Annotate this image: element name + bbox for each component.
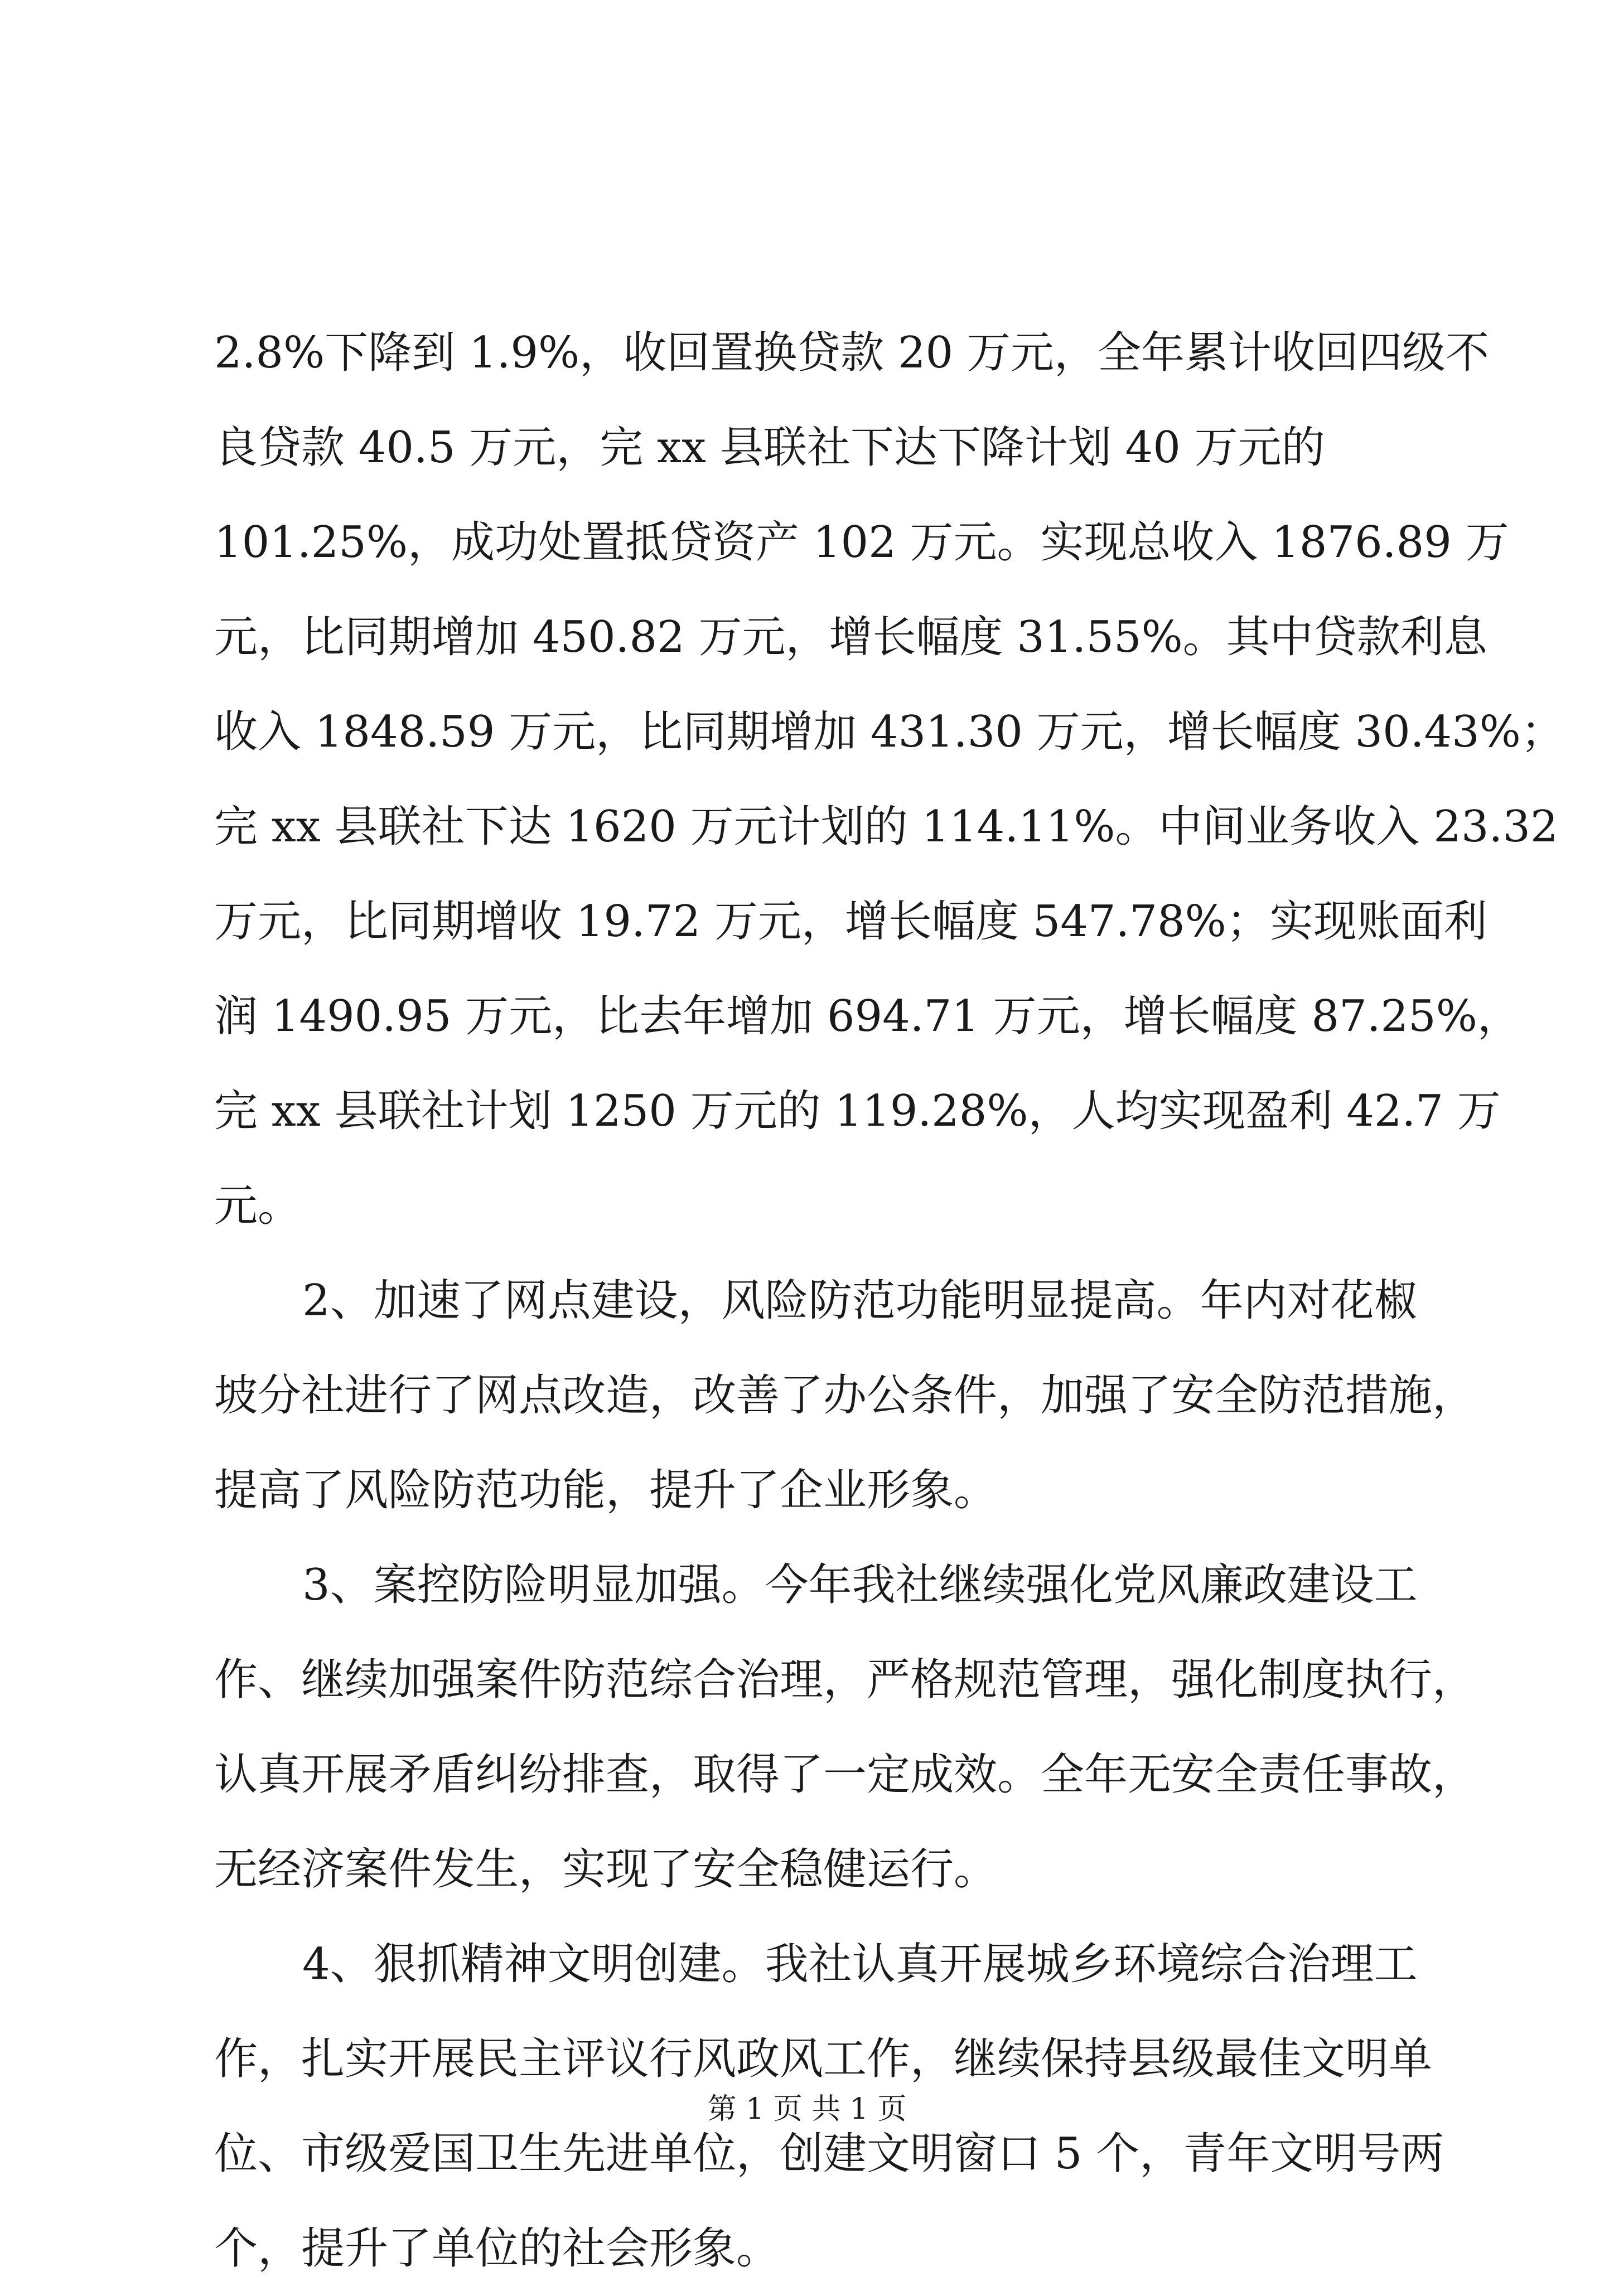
text-line: 完 xx 县联社下达 1620 万元计划的 114.11%。中间业务收入 23.32: [214, 802, 1558, 852]
paragraph-start-line: 2、加速了网点建设，风险防范功能明显提高。年内对花椒: [302, 1276, 1418, 1326]
text-line: 认真开展矛盾纠纷排查，取得了一定成效。全年无安全责任事故，: [214, 1750, 1476, 1800]
text-line: 坡分社进行了网点改造，改善了办公条件，加强了安全防范措施，: [214, 1370, 1476, 1421]
paragraph-start-line: 3、案控防险明显加强。今年我社继续强化党风廉政建设工: [302, 1560, 1418, 1610]
text-line: 万元，比同期增收 19.72 万元，增长幅度 547.78%；实现账面利: [214, 897, 1487, 947]
text-line: 2.8%下降到 1.9%，收回置换贷款 20 万元，全年累计收回四级不: [214, 328, 1489, 378]
text-line: 良贷款 40.5 万元，完 xx 县联社下达下降计划 40 万元的: [214, 423, 1325, 473]
text-line: 润 1490.95 万元，比去年增加 694.71 万元，增长幅度 87.25%，: [214, 991, 1521, 1042]
text-line: 元。: [214, 1181, 302, 1231]
text-line: 作、继续加强案件防范综合治理，严格规范管理，强化制度执行，: [214, 1655, 1476, 1705]
text-line: 收入 1848.59 万元，比同期增加 431.30 万元，增长幅度 30.43%；: [214, 707, 1564, 757]
text-line: 元，比同期增加 450.82 万元，增长幅度 31.55%。其中贷款利息: [214, 612, 1487, 662]
text-line: 完 xx 县联社计划 1250 万元的 119.28%，人均实现盈利 42.7 万: [214, 1086, 1501, 1136]
text-line: 提高了风险防范功能，提升了企业形象。: [214, 1465, 998, 1515]
text-line: 作，扎实开展民主评议行风政风工作，继续保持县级最佳文明单: [214, 2034, 1433, 2084]
text-line: 无经济案件发生，实现了安全稳健运行。: [214, 1844, 998, 1895]
text-line: 个，提升了单位的社会形象。: [214, 2224, 780, 2274]
page-number-label: 第 1 页 共 1 页: [707, 2092, 907, 2126]
document-body: [214, 306, 1564, 2296]
page-footer: [0, 2085, 1614, 2127]
text-line: 位、市级爱国卫生先进单位，创建文明窗口 5 个，青年文明号两: [214, 2129, 1444, 2179]
paragraph-start-line: 4、狠抓精神文明创建。我社认真开展城乡环境综合治理工: [302, 1939, 1418, 1989]
text-line: 101.25%，成功处置抵贷资产 102 万元。实现总收入 1876.89 万: [214, 517, 1509, 568]
